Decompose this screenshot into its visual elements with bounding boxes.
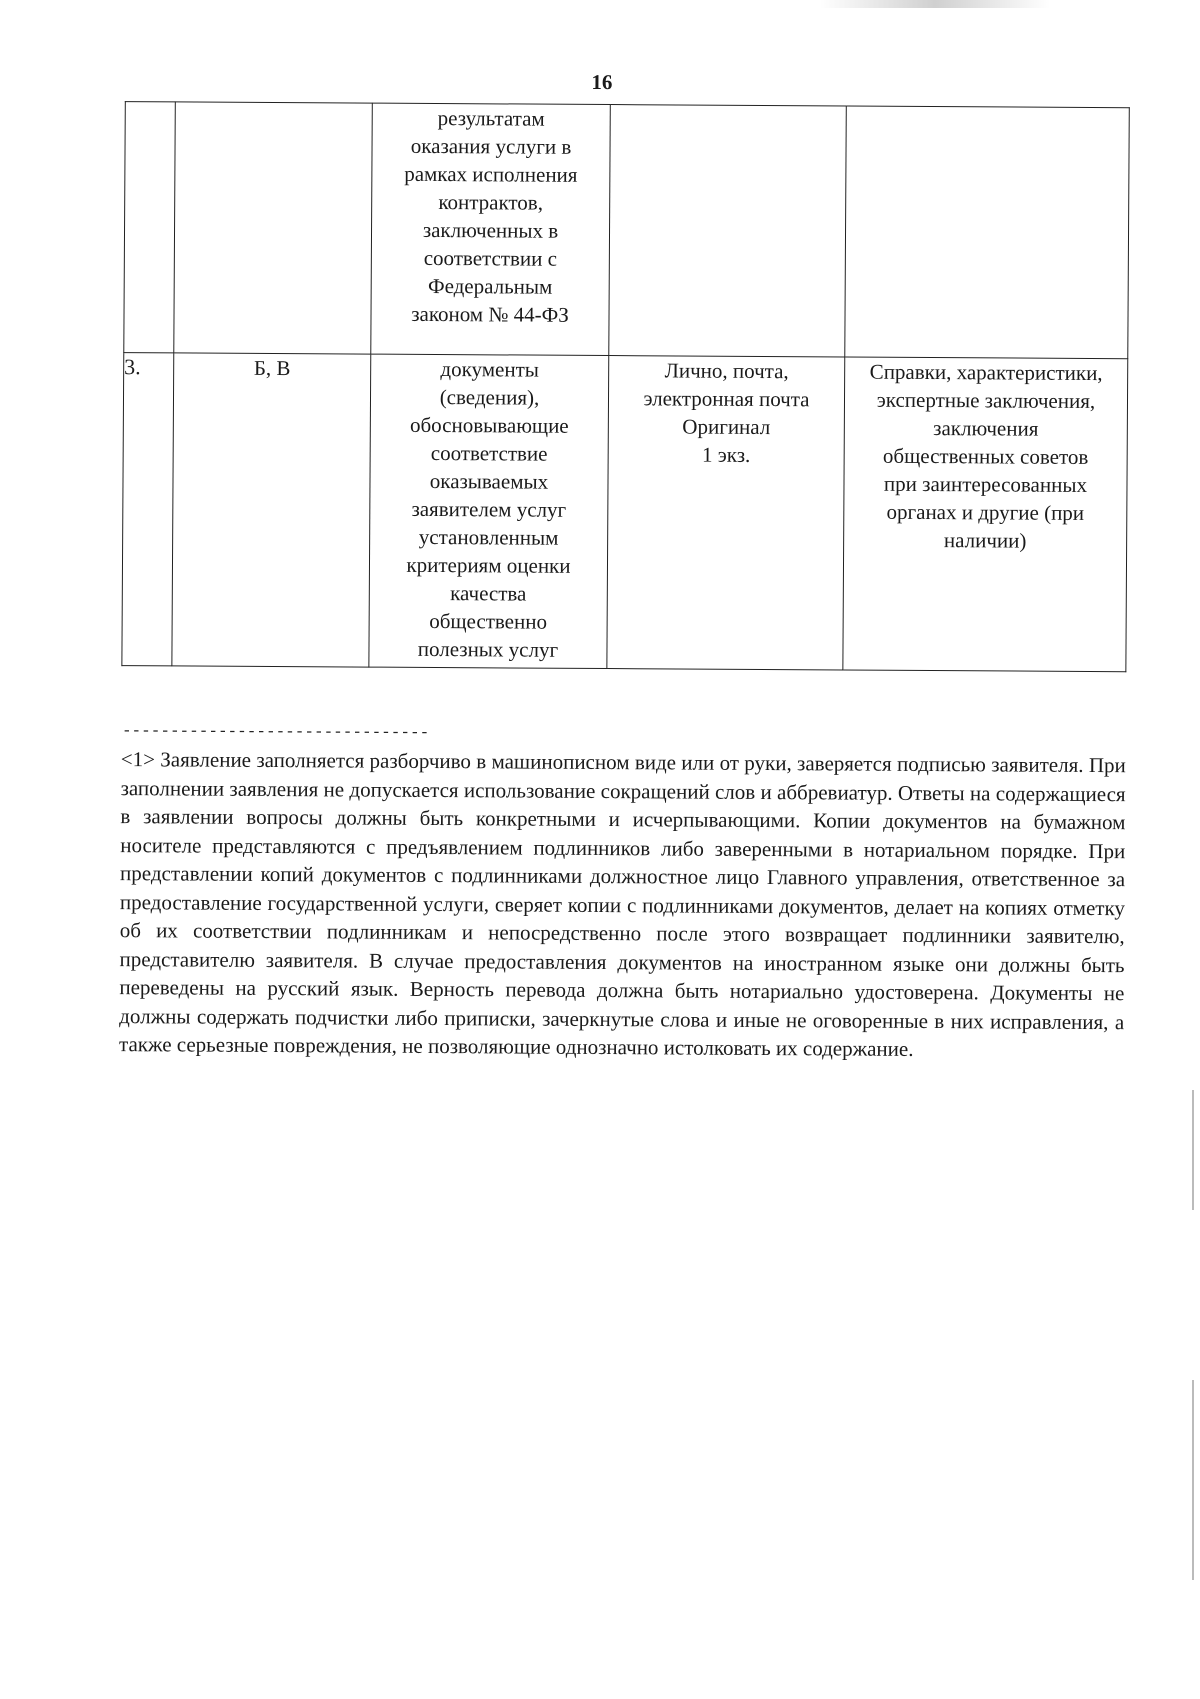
note-line: органах и другие (при [886, 499, 1085, 525]
note-line: при заинтересованных [883, 471, 1088, 497]
document-line: результатам [437, 106, 545, 131]
method-line: Лично, почта, [664, 358, 789, 384]
note-line: Справки, характеристики, [869, 359, 1103, 386]
document-line: установленным [418, 524, 559, 550]
table-row [122, 353, 1128, 672]
document-line: обосновывающие [409, 412, 569, 438]
document-line: соответствие [430, 440, 548, 466]
row-method [609, 105, 847, 357]
document-line: документы [440, 357, 539, 382]
documents-table [121, 101, 1129, 672]
document-line: Федеральным [427, 273, 553, 299]
document-line: заявителем услуг [411, 496, 567, 522]
document-line: рамках исполнения [404, 161, 578, 187]
footnote-separator: -------------------------------- [121, 722, 430, 742]
footnote-text: <1> Заявление заполняется разборчиво в машинописном виде или от руки, заверяется подписью заявителя. При заполнении заявления не допускается использование сокращений слов и аббревиатур. Ответы на содержащиеся в заявлении вопросы должны быть конкретными и исчерпывающими. Копии документов на бумажном носителе представляются с предъявлением подлинников либо заверенными в нотариальном порядке. При представлении копий документов с подлинниками должностное лицо Главного управления, ответственное за предоставление государственной услуги, сверяет копии с подлинниками документов, делает на копиях отметку об их соответствии подлинникам и непосредственно после этого возвращает подлинники заявителю, представителю заявителя. В случае предоставления документов на иностранном языке они должны быть переведены на русский язык. Верность перевода должна быть нотариально удостоверена. Документы не должны содержать подчистки либо приписки, зачеркнутые слова и иные не оговоренные в них исправления, а также серьезные повреждения, не позволяющие однозначно истолковать их содержание. [118, 747, 1126, 1061]
document-line: общественно [429, 608, 548, 634]
row-number: 3. [122, 353, 174, 666]
document-line: контрактов, [438, 190, 544, 215]
row-document [369, 354, 609, 668]
document-line: качества [450, 581, 527, 606]
document-line: критериям оценки [406, 552, 571, 578]
row-category [174, 102, 373, 354]
page-number: 16 [591, 69, 613, 95]
document-line: оказания услуги в [410, 133, 572, 159]
row-category: Б, В [172, 353, 371, 667]
table-row [124, 102, 1130, 359]
row-method [607, 356, 845, 670]
row-note [845, 106, 1130, 359]
note-line: общественных советов [882, 443, 1089, 469]
row-note [843, 357, 1128, 672]
method-line: Оригинал [682, 414, 771, 440]
method-line: 1 экз. [701, 442, 751, 467]
row-number [124, 102, 176, 353]
document-line: соответствии с [423, 245, 558, 271]
note-line: заключения [933, 416, 1039, 441]
document-line: полезных услуг [417, 636, 559, 662]
note-line: наличии) [943, 528, 1027, 553]
document-line: (сведения), [439, 385, 540, 410]
document-line: заключенных в [422, 217, 559, 243]
row-document [371, 103, 611, 355]
note-line: экспертные заключения, [876, 387, 1096, 414]
document-line: оказываемых [429, 468, 549, 494]
document-line: законом № 44-ФЗ [411, 301, 569, 327]
method-line: электронная почта [643, 386, 810, 412]
